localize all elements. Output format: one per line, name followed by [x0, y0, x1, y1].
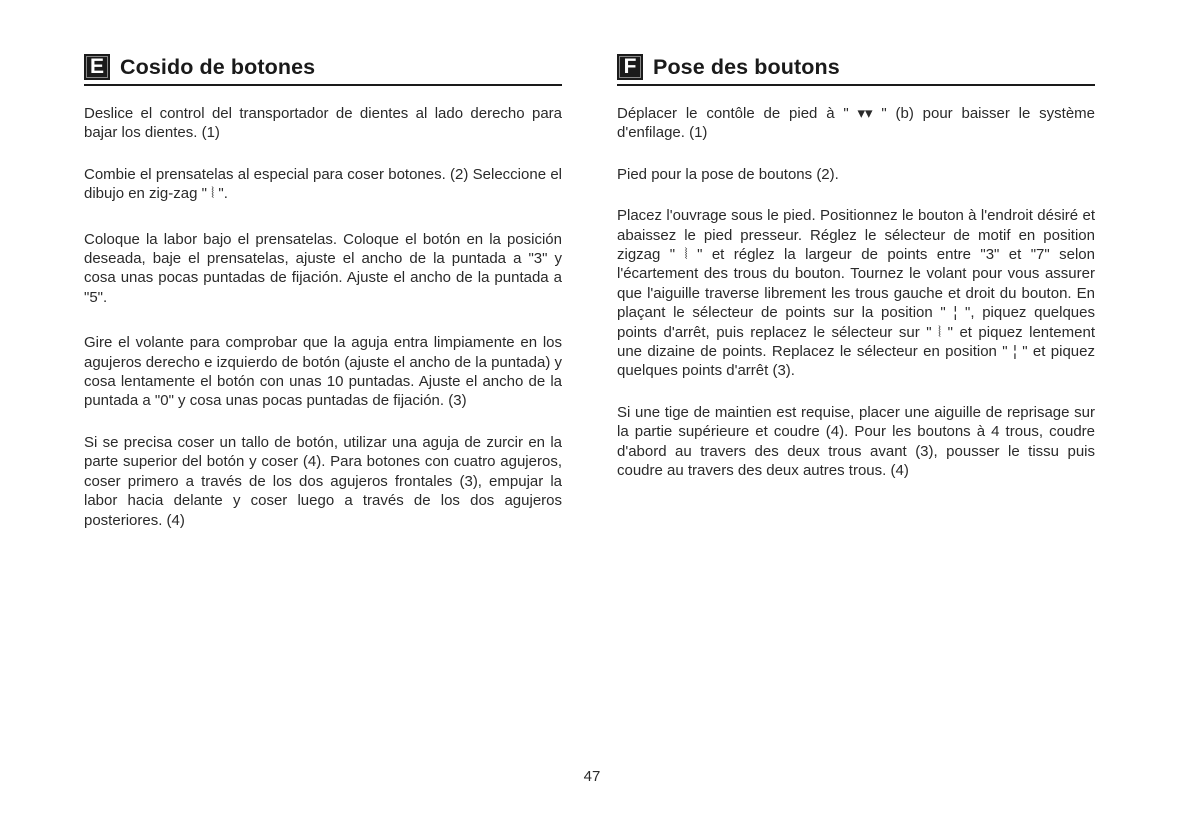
paragraph: Placez l'ouvrage sous le pied. Positionnez le bouton à l'endroit désiré et abaissez le pied presseur. Réglez le sélecteur de motif en position zigzag " ⦚ " et réglez la largeur de points entre "3" et "7" selon l'écartement des trous du bouton. Tournez le volant pour vous assurer que l'aiguille traverse librement les trous gauche et droit du bouton. En plaçant le sélecteur de points sur la position " ¦ ", piquez quelques points d'arrêt, puis replacez le sélecteur sur " ⦚ " et piquez lentement une dizaine de points. Replacez le sélecteur en position " ¦ " et piquez quelques points d'arrêt (3).	[617, 207, 1095, 380]
paragraph: Si se precisa coser un tallo de botón, utilizar una aguja de zurcir en la parte superior del botón y coser (4). Para botones con cuatro agujeros, coser primero a través de los dos agujeros frontales (3), empujar la labor hacia delante y coser luego a través de los dos agujeros posteriores. (4)	[84, 433, 562, 529]
section-title: Cosido de botones	[120, 54, 316, 79]
paragraph: Coloque la labor bajo el prensatelas. Coloque el botón en la posición deseada, baje el prensatelas, ajuste el ancho de la puntada a "3" y cosa unas pocas puntadas de fijación. Ajuste el ancho de la puntada a "5".	[84, 230, 562, 306]
section-title: Pose des boutons	[653, 54, 840, 79]
section-body	[84, 104, 562, 530]
language-badge-e: E	[84, 54, 110, 80]
paragraph: Si une tige de maintien est requise, placer une aiguille de reprisage sur la partie supérieure et coudre (4). Pour les boutons à 4 trous, coudre d'abord au travers des deux trous avant (3), pousser le tissu puis coudre au travers des deux autres trous. (4)	[617, 403, 1095, 480]
section-heading-spanish	[84, 52, 562, 86]
page-number: 47	[583, 768, 601, 785]
language-badge-f: F	[617, 54, 643, 80]
paragraph: Deslice el control del transportador de dientes al lado derecho para bajar los dientes. (1)	[84, 105, 562, 142]
paragraph: Combie el prensatelas al especial para coser botones. (2) Seleccione el dibujo en zig-zag " ⦚ ".	[84, 165, 562, 203]
paragraph: Gire el volante para comprobar que la aguja entra limpiamente en los agujeros derecho e izquierdo de botón (ajuste el ancho de la puntada) y cosa lentamente el botón con unas 10 puntadas. Ajuste el ancho de la puntada a "0" y cosa unas pocas puntadas de fijación. (3)	[84, 334, 562, 410]
section-body	[617, 104, 1095, 481]
paragraph: Pied pour la pose de boutons (2).	[617, 165, 839, 183]
paragraph: Déplacer le contôle de pied à " ▾▾ " (b) pour baisser le système d'enfilage. (1)	[617, 105, 1095, 142]
section-heading-french	[617, 52, 1095, 86]
french-section	[617, 52, 1095, 503]
spanish-section	[84, 52, 562, 552]
